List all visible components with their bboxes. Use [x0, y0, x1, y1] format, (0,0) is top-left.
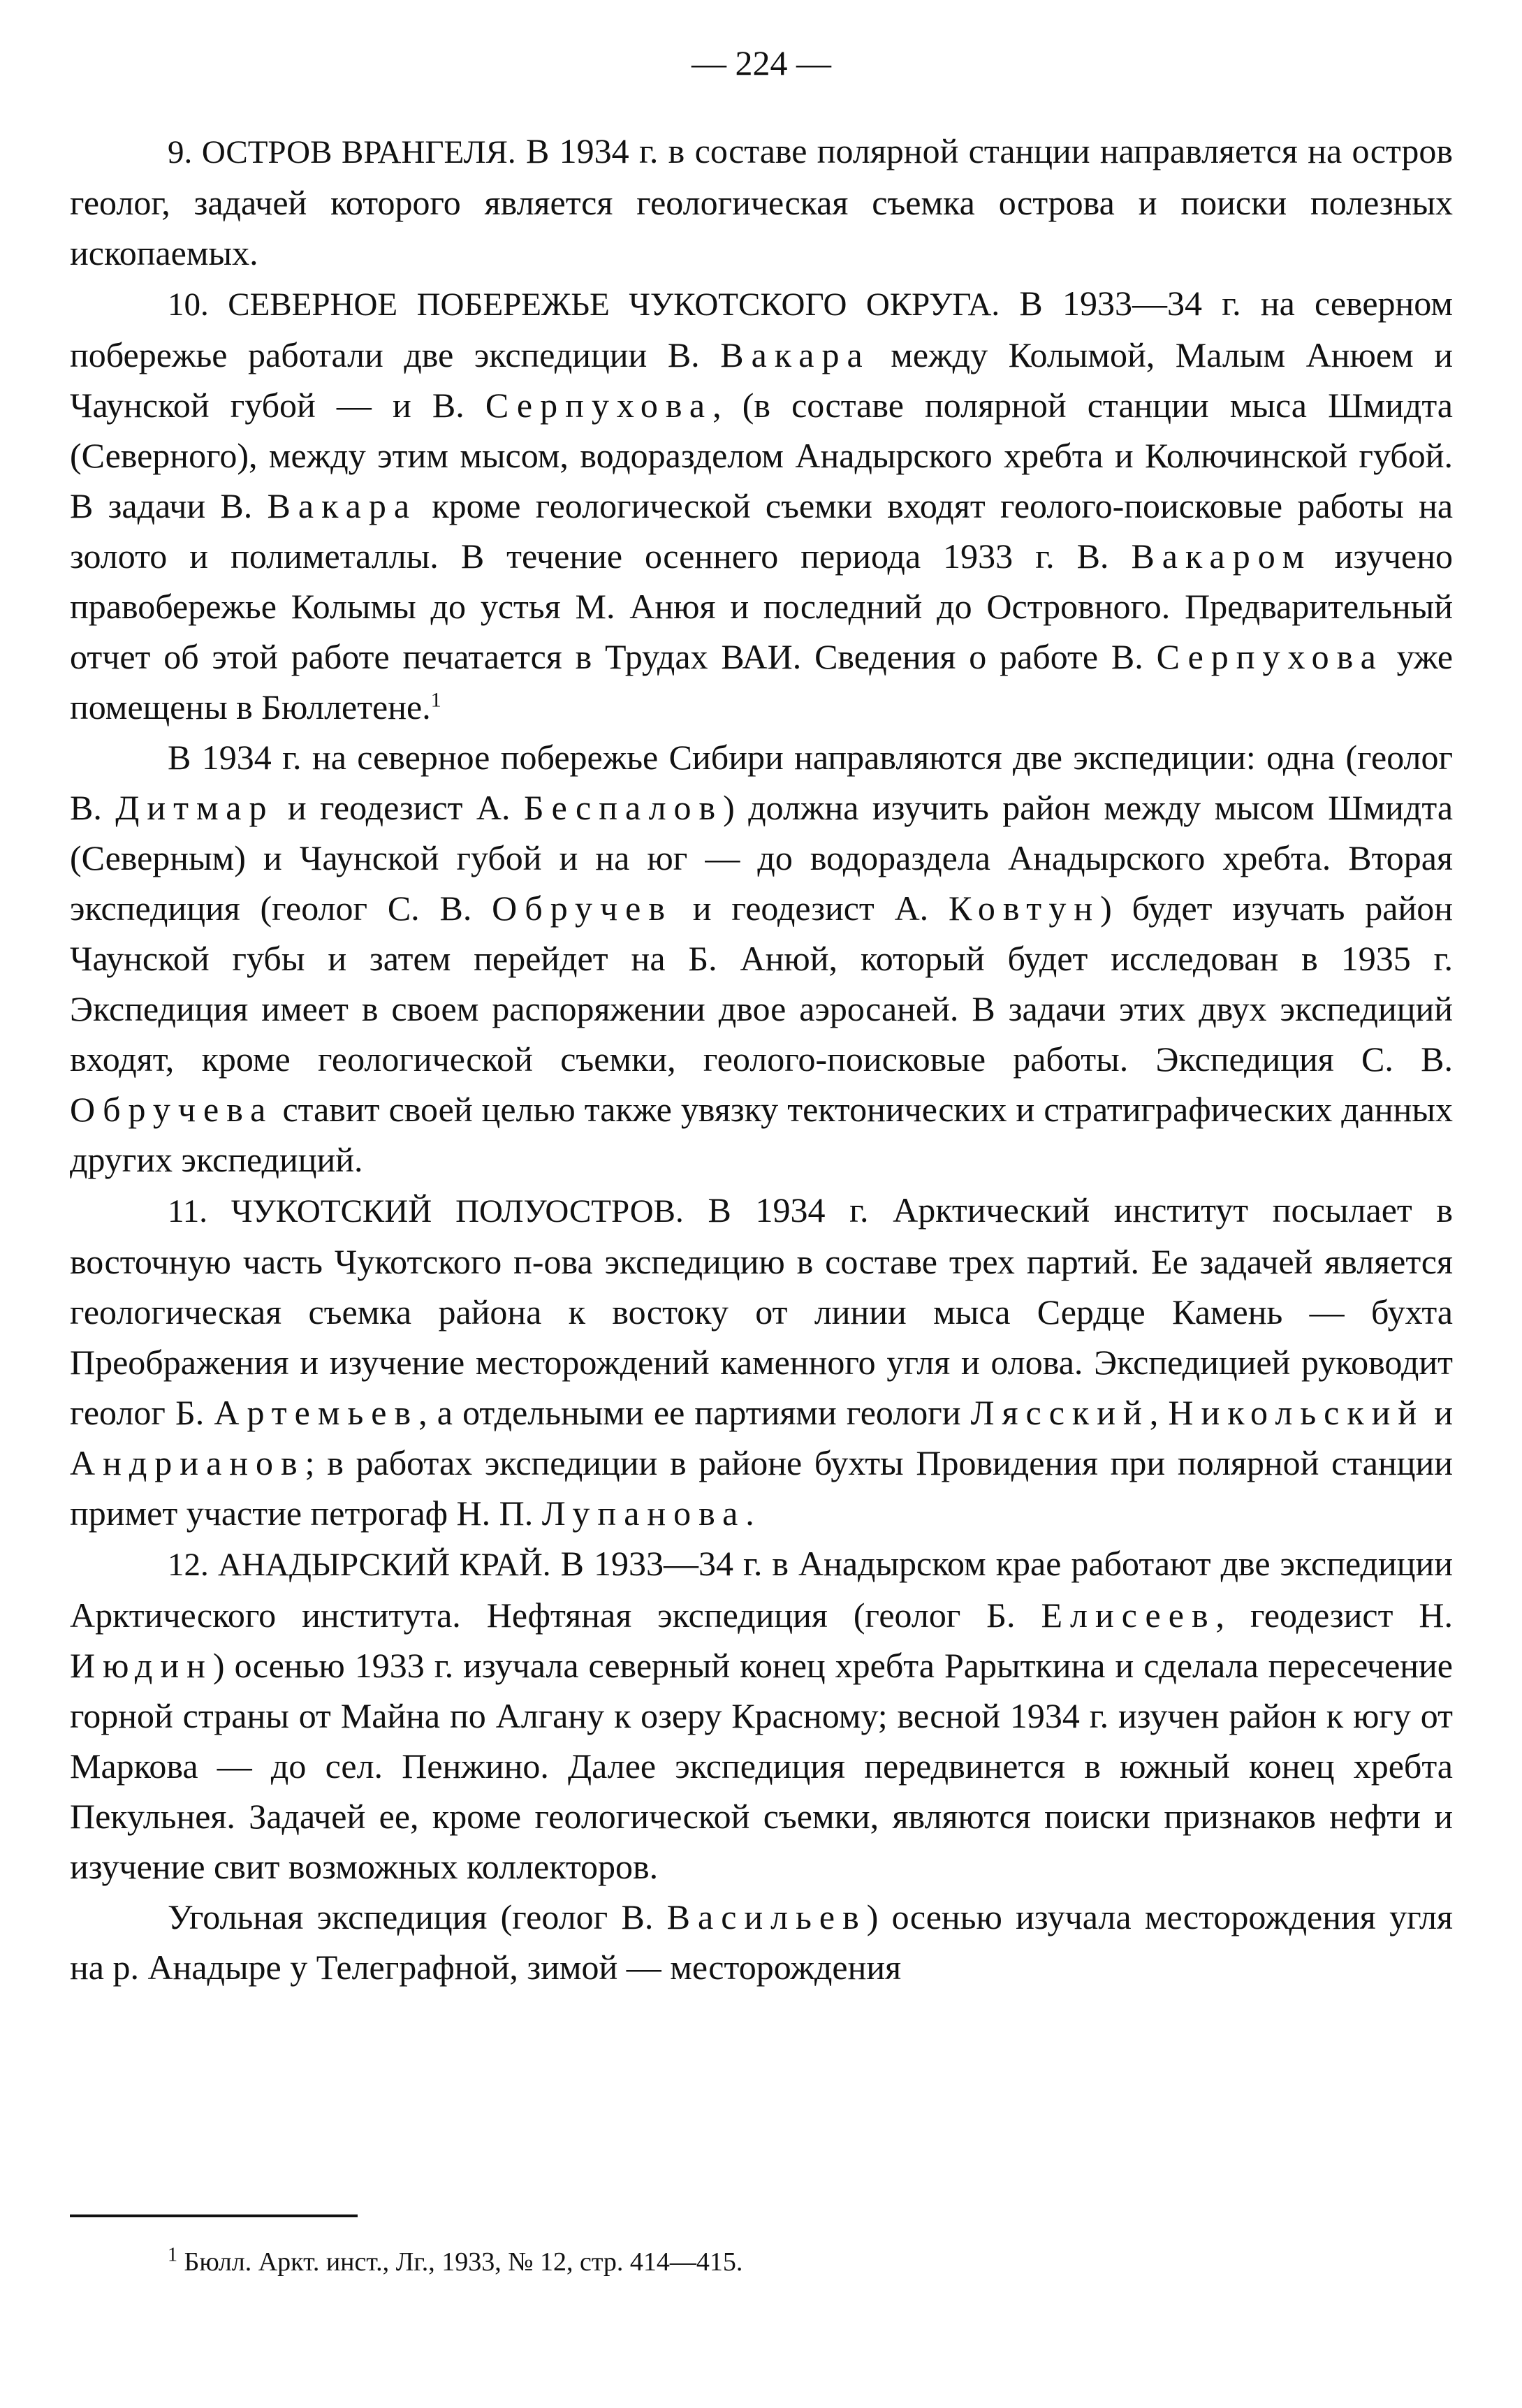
paragraph-text: , — [1149, 1393, 1159, 1432]
person-name: Вакара — [267, 486, 418, 525]
person-name: Обручева — [70, 1090, 274, 1129]
person-name: Лупанова — [541, 1494, 746, 1533]
person-name: Серпухова — [485, 386, 713, 425]
paragraph-wrangel-island — [70, 126, 1453, 278]
footnote-mark: 1 — [168, 2244, 177, 2266]
paragraph-1934-expeditions — [70, 732, 1453, 1185]
person-name: Вакара — [720, 335, 870, 374]
paragraph-text: , геодезист Н. — [1215, 1596, 1453, 1635]
paragraph-chukotka-north-coast — [70, 278, 1453, 732]
section-heading: 10. СЕВЕРНОЕ ПОБЕРЕЖЬЕ ЧУКОТСКОГО ОКРУГА. — [168, 286, 1000, 323]
paragraph-text: уже помещены в Бюллетене. — [70, 637, 1454, 727]
paragraph-text: . — [745, 1494, 754, 1533]
person-name: Беспалов — [523, 788, 724, 827]
page-number: — 224 — — [692, 43, 831, 82]
person-name: Вакаром — [1131, 537, 1312, 576]
paragraph-text: ) будет изучать район Чаунской губы и затем перейдет на Б. Анюй, который будет исследован в 1935 г. Экспедиция имеет в своем распоряжении двое аэросаней. В задачи этих двух экспедиций входят, кроме геологической съемки, геолого-поисковые работы. Экспедиция С. В. — [70, 889, 1453, 1079]
paragraph-text: Угольная экспедиция (геолог В. — [168, 1897, 654, 1936]
footnote-text: Бюлл. Аркт. инст., Лг., 1933, № 12, стр. 414—415. — [184, 2247, 743, 2277]
person-name: Васильев — [666, 1897, 867, 1936]
paragraph-text: , (в составе полярной станции мыса Шмидта (Северного), между этим мысом, водоразделом Анадырского хребта и Колючинской губой. В задачи В. — [70, 386, 1454, 525]
paragraph-text: ) осенью 1933 г. изучала северный конец хребта Рарыткина и сделала пересечение горной страны от Майна по Алгану к озеру Красному; весной 1934 г. изучен район к югу от Маркова — до сел. Пенжино. Далее экспедиция передвинется в южный конец хребта Пекульнея. Задачей ее, кроме геологической съемки, являются поиски признаков нефти и изучение свит возможных коллекторов. — [70, 1646, 1453, 1886]
person-name: Ковтун — [949, 889, 1101, 928]
paragraph-text: В 1934 г. в составе полярной станции направляется на остров геолог, задачей которого является геологическая съемка острова и поиски полезных ископаемых. — [70, 131, 1453, 272]
person-name: Лясский — [970, 1393, 1150, 1432]
paragraph-text: В 1934 г. Арктический институт посылает в восточную часть Чукотского п-ова экспедицию в составе трех партий. Ее задачей является геологическая съемка района к востоку от линии мыса Сердце Камень — бухта Преображения и изучение месторождений каменного угля и олова. Экспедицией руководит геолог Б. — [70, 1190, 1454, 1432]
footnote-divider — [70, 2214, 358, 2217]
paragraph-text: и — [1434, 1393, 1454, 1432]
paragraph-anadyr-region — [70, 1538, 1453, 1892]
paragraph-text: , а отдельными ее партиями геологи — [418, 1393, 961, 1432]
paragraph-text: ) должна изучить район между мысом Шмидта (Северным) и Чаунской губой и на юг — до водораздела Анадырского хребта. Вторая экспедиция (геолог С. В. — [70, 788, 1454, 928]
paragraph-text: В 1933—34 г. в Анадырском крае работают две экспедиции Арктического института. Нефтяная экспедиция (геолог Б. — [70, 1544, 1453, 1635]
paragraph-text: между Колымой, Малым Анюем и Чаунской губой — и В. — [70, 335, 1453, 425]
paragraph-text: кроме геологической съемки входят геолого-поисковые работы на золото и полиметаллы. В течение осеннего периода 1933 г. В. — [70, 486, 1454, 576]
person-name: Серпухова — [1156, 637, 1384, 676]
paragraph-text: и геодезист А. — [287, 788, 511, 827]
person-name: Обручев — [492, 889, 673, 928]
paragraph-text: ) осенью изучала месторождения угля на р. Анадыре у Телеграфной, зимой — месторождения — [70, 1897, 1454, 1987]
paragraph-coal-expedition — [70, 1892, 1453, 1992]
paragraph-text: ставит своей целью также увязку тектонических и стратиграфических данных других экспедиций. — [70, 1090, 1454, 1179]
paragraph-text: В 1934 г. на северное побережье Сибири направляются две экспедиции: одна (геолог В. — [70, 738, 1453, 827]
person-name: Елисеев — [1041, 1596, 1216, 1635]
paragraph-chukchi-peninsula — [70, 1185, 1453, 1538]
person-name: Андрианов — [70, 1443, 305, 1482]
paragraph-text: и геодезист А. — [692, 889, 929, 928]
paragraph-text: ; в работах экспедиции в районе бухты Провидения при полярной станции примет участие петрогаф Н. П. — [70, 1443, 1453, 1533]
paragraph-text: изучено правобережье Колымы до устья М. Анюя и последний до Островного. Предварительный отчет об этой работе печатается в Трудах ВАИ. Сведения о работе В. — [70, 537, 1453, 676]
section-heading: 9. ОСТРОВ ВРАНГЕЛЯ. — [168, 134, 516, 170]
section-heading: 12. АНАДЫРСКИЙ КРАЙ. — [168, 1547, 551, 1583]
footnote — [70, 2242, 1453, 2282]
person-name: Дитмар — [115, 788, 275, 827]
section-heading: 11. ЧУКОТСКИЙ ПОЛУОСТРОВ. — [168, 1193, 684, 1229]
footnote-reference: 1 — [430, 688, 441, 712]
paragraph-text: В 1933—34 г. на северном побережье работали две экспедиции В. — [70, 284, 1453, 374]
person-name: Июдин — [70, 1646, 213, 1685]
person-name: Артемьев — [214, 1393, 419, 1432]
document-page — [70, 28, 1453, 2375]
person-name: Никольский — [1168, 1393, 1425, 1432]
